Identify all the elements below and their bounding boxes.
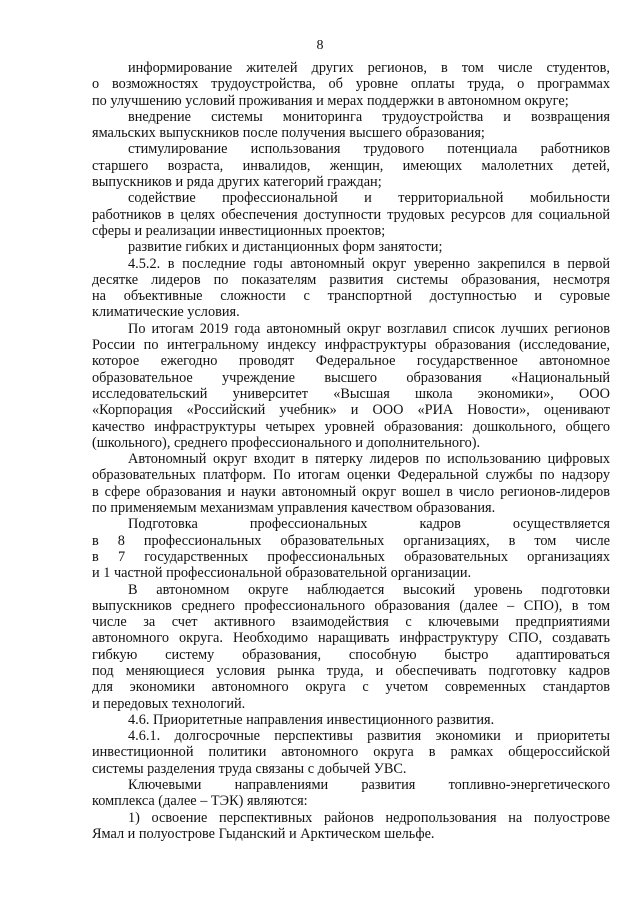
text-line: ямальских выпускников после получения высшего образования; [92, 125, 485, 142]
text-line: информирование жителей других регионов, в том числе студентов, [128, 60, 610, 76]
text-line: и передовых технологий. [92, 695, 246, 712]
text-line: десятке лидеров по показателям развития системы образования, несмотря [92, 271, 610, 288]
text-line: стимулирование использования трудового потенциала работников [128, 141, 610, 158]
page-number: 8 [316, 38, 324, 53]
text-line: «Корпорация «Российский учебник» и ООО «РИА Новости», оценивают [92, 402, 610, 419]
text-line: 1) освоение перспективных районов недропользования на полуострове [128, 809, 610, 826]
text-line: содействие профессиональной и территориальной мобильности [128, 190, 610, 207]
text-line: в 8 профессиональных образовательных организациях, в том числе [92, 532, 610, 549]
text-line: 4.5.2. в последние годы автономный округ уверенно закрепился в первой [128, 255, 610, 272]
text-line: Ключевыми направлениями развития топливно-энергетического [128, 777, 610, 794]
text-line: климатические условия. [92, 304, 240, 321]
text-line: в сфере образования и науки автономный округ вошел в число регионов-лидеров [92, 483, 610, 500]
text-line: работников в целях обеспечения доступности трудовых ресурсов для социальной [92, 206, 610, 223]
text-line: автономного округа. Необходимо наращивать инфраструктуру СПО, создавать [92, 630, 610, 647]
text-line: 4.6.1. долгосрочные перспективы развития экономики и приоритеты [128, 728, 610, 745]
text-line: системы разделения труда связаны с добычей УВС. [92, 760, 407, 777]
text-line: по улучшению условий проживания и мерах поддержки в автономном округе; [92, 92, 569, 109]
text-line: 4.6. Приоритетные направления инвестиционного развития. [128, 711, 495, 728]
text-line: качество инфраструктуры четырех уровней образования: дошкольного, общего [92, 418, 610, 435]
text-line: старшего возраста, инвалидов, женщин, имеющих малолетних детей, [92, 157, 610, 174]
text-line: Подготовка профессиональных кадров осуществляется [128, 516, 610, 533]
text-line: для экономики автономного округа с учетом современных стандартов [92, 679, 610, 696]
text-line: по применяемым механизмам управления качеством образования. [92, 500, 496, 517]
text-line: образовательное учреждение высшего образования «Национальный [92, 369, 610, 386]
document-body [92, 60, 610, 842]
text-line: развитие гибких и дистанционных форм занятости; [128, 239, 443, 256]
text-line: В автономном округе наблюдается высокий уровень подготовки [128, 581, 610, 598]
text-line: в 7 государственных профессиональных образовательных организациях [92, 548, 610, 565]
text-line: внедрение системы мониторинга трудоустройства и возвращения [128, 108, 610, 125]
text-line: и 1 частной профессиональной образовательной организации. [92, 565, 472, 582]
text-line: По итогам 2019 года автономный округ возглавил список лучших регионов [128, 320, 610, 337]
text-line: инвестиционной политики автономного округа в рамках общероссийской [92, 744, 610, 761]
text-line: числе за счет активного взаимодействия с ключевыми предприятиями [92, 614, 610, 631]
text-line: гибкую систему образования, способную быстро адаптироваться [92, 646, 610, 663]
text-line: сферы и реализации инвестиционных проектов; [92, 222, 386, 239]
text-line: (школьного), среднего профессионального и дополнительного). [92, 434, 481, 451]
text-line: России по интегральному индексу инфраструктуры образования (исследование, [92, 337, 610, 354]
text-line: исследовательский университет «Высшая школа экономики», ООО [92, 385, 610, 402]
text-line: выпускников среднего профессионального образования (далее – СПО), в том [92, 597, 610, 614]
text-line: Автономный округ входит в пятерку лидеров по использованию цифровых [128, 451, 610, 468]
text-line: которое ежегодно проводят Федеральное государственное автономное [92, 353, 610, 370]
text-line: о возможностях трудоустройства, об уровне оплаты труда, о программах [92, 76, 610, 93]
text-line: под меняющиеся условия рынка труда, и обеспечивать подготовку кадров [92, 662, 610, 679]
text-line: на объективные сложности с транспортной доступностью и суровые [92, 288, 610, 305]
text-line: комплекса (далее – ТЭК) являются: [92, 793, 308, 810]
text-line: Ямал и полуострове Гыданский и Арктическом шельфе. [92, 825, 435, 842]
text-line: выпускников и ряда других категорий граждан; [92, 174, 382, 191]
text-line: образовательных платформ. По итогам оценки Федеральной службы по надзору [92, 467, 610, 484]
